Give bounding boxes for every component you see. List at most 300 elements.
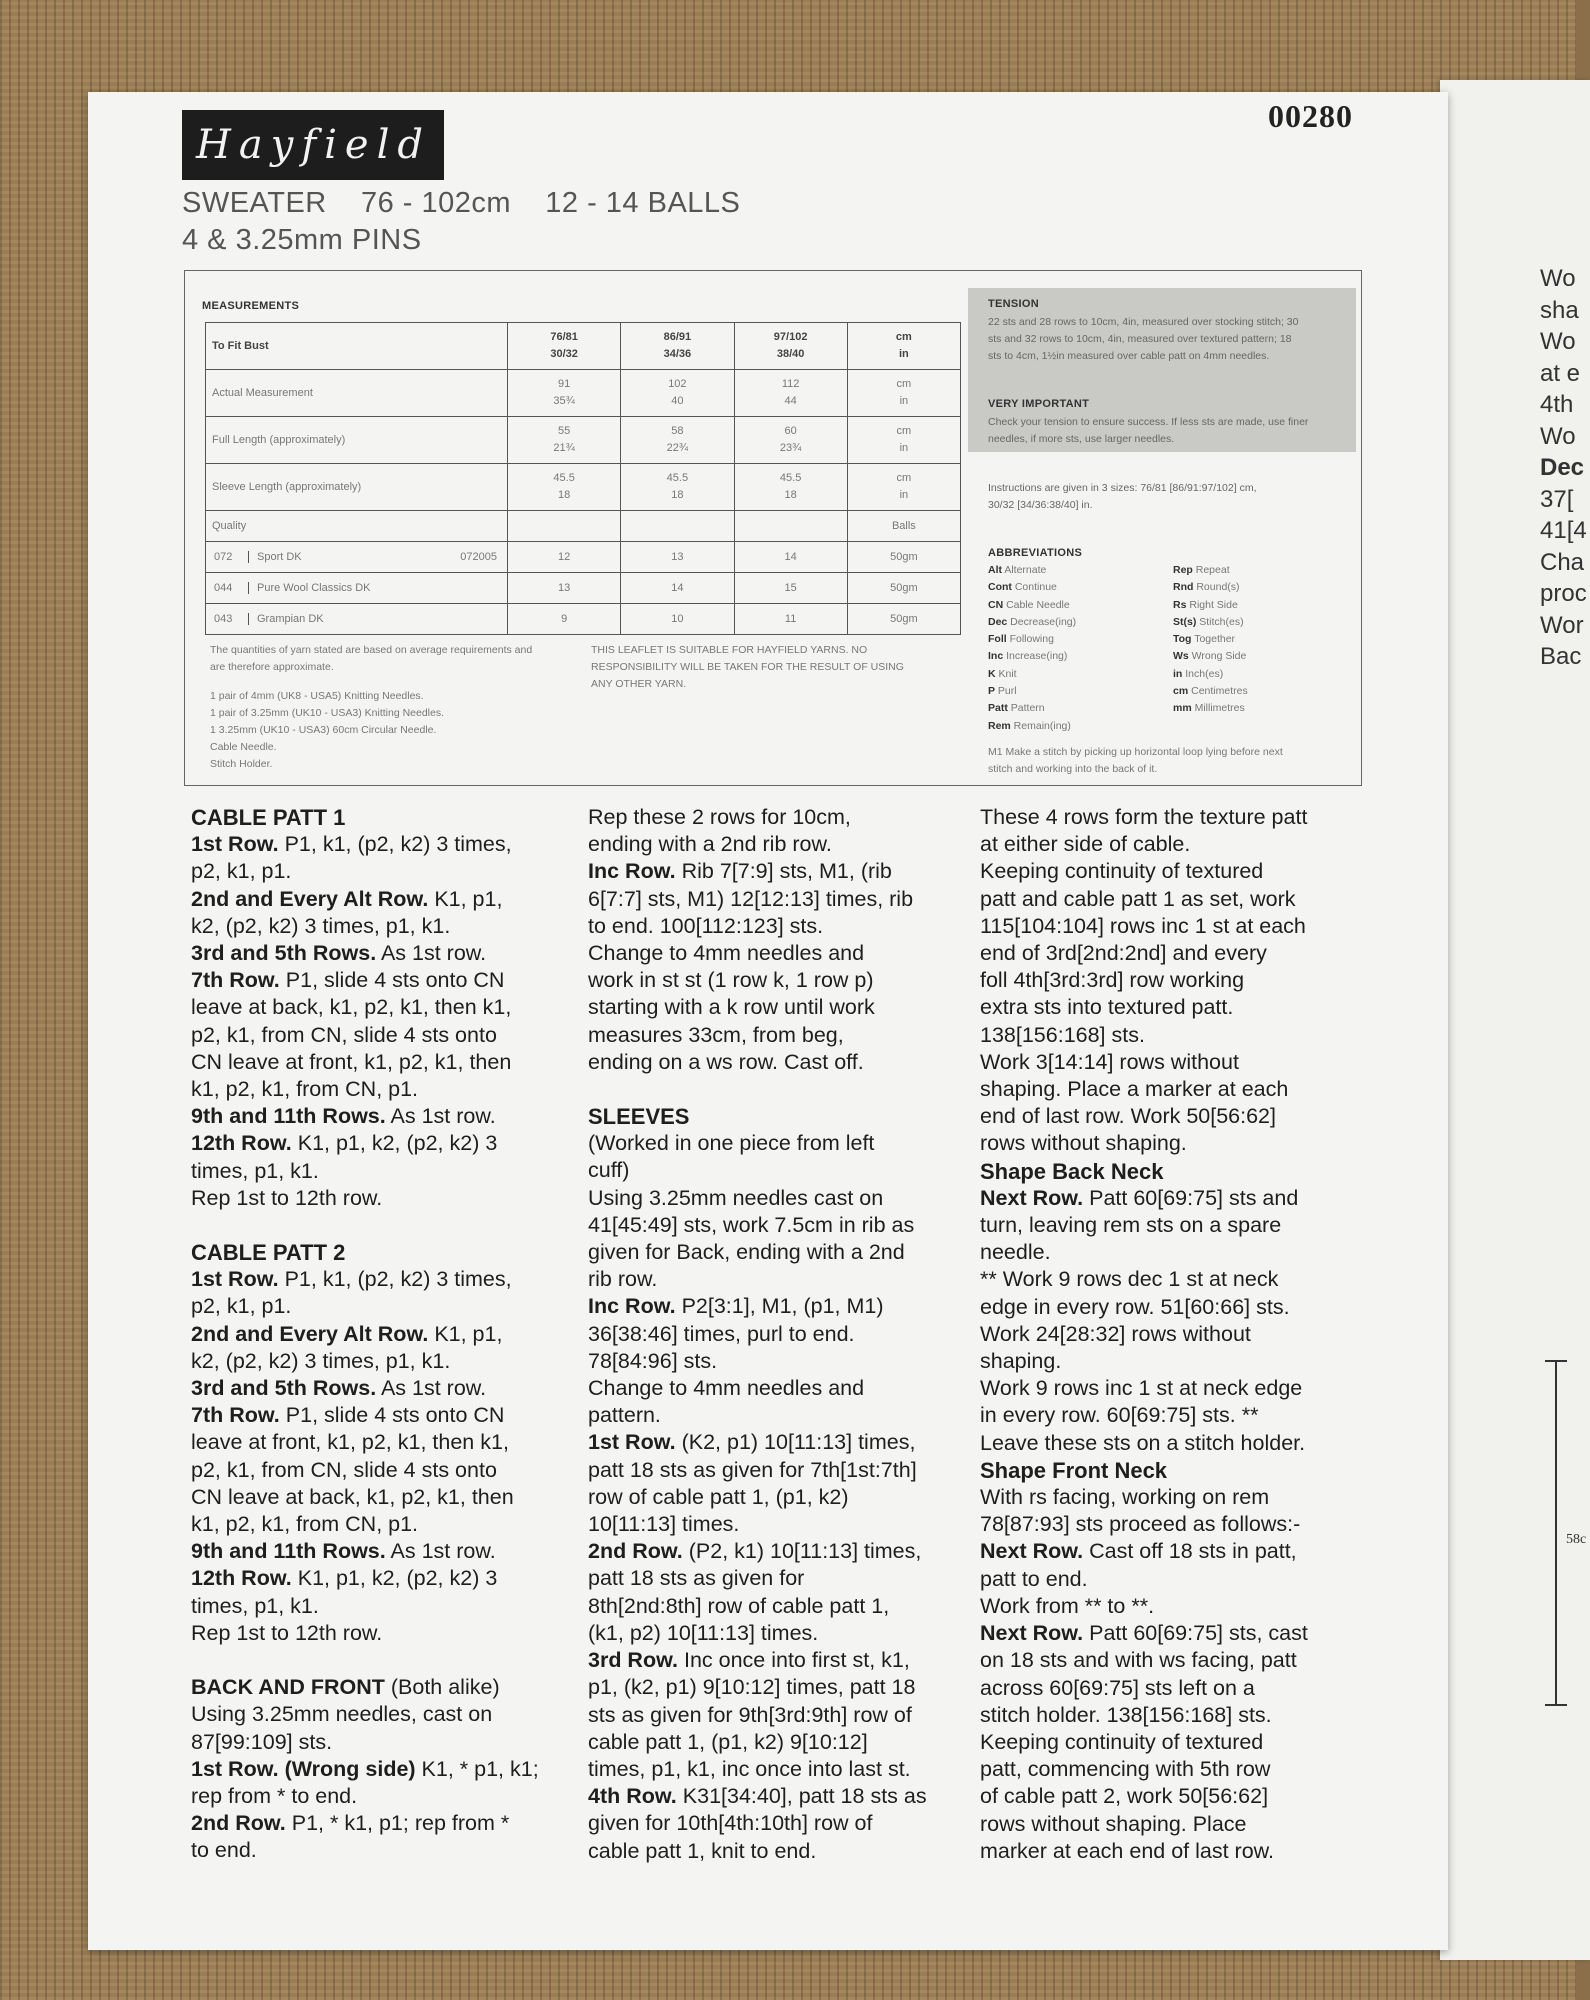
instruction-line: patt 18 sts as given for [588,1566,805,1591]
adjacent-page-text: Wo [1540,265,1576,292]
table-unit: cm in [847,370,960,417]
note-line: RESPONSIBILITY WILL BE TAKEN FOR THE RESULT OF USING [591,661,904,673]
table-header-size: 86/91 34/36 [621,323,734,370]
abbreviations-heading: ABBREVIATIONS [988,547,1083,559]
abbreviation-meaning: Right Side [1186,598,1238,611]
instruction-label: 7th Row. [191,1403,280,1428]
abbreviation-item [988,614,1076,631]
instruction-line: p2, k1, from CN, slide 4 sts onto [191,1022,497,1047]
table-header-size: 76/81 30/32 [508,323,621,370]
needle-item: Stitch Holder. [210,758,273,770]
instruction-line: 10[11:13] times. [588,1512,740,1537]
brand-logo: Hayfield [182,110,444,180]
instruction-line: Work from ** to **. [980,1593,1155,1618]
instruction-line: Keeping continuity of textured [980,859,1264,884]
instruction-line: Change to 4mm needles and [588,1376,865,1401]
instruction-line: 12th Row. K1, p1, k2, (p2, k2) 3 [191,1566,498,1591]
abbreviation-key: Tog [1173,633,1192,646]
table-row-label: Full Length (approximately) [206,417,508,464]
instruction-line: k1, p2, k1, from CN, p1. [191,1077,419,1102]
instruction-line: 41[45:49] sts, work 7.5cm in rib as [588,1212,915,1237]
very-important-line: Check your tension to ensure success. If less sts are made, use finer [988,416,1309,428]
abbreviation-key: cm [1173,685,1189,698]
instruction-label: 9th and 11th Rows. [191,1539,386,1564]
yarn-name [206,573,508,604]
instruction-line: rib row. [588,1267,658,1292]
abbreviation-item [1173,597,1248,614]
needle-item: 1 pair of 3.25mm (UK10 - USA3) Knitting Needles. [210,707,445,719]
instruction-line: ending with a 2nd rib row. [588,832,832,857]
instruction-line: times, p1, k1, inc once into last st. [588,1756,911,1781]
yarn-ref: 072005 [460,551,497,563]
instruction-line: Next Row. Patt 60[69:75] sts and [980,1185,1299,1210]
instruction-line: p2, k1, p1. [191,1294,292,1319]
m1-line: stitch and working into the back of it. [988,763,1158,776]
instruction-line: at either side of cable. [980,832,1191,857]
yarn-suitability-note [591,642,971,693]
abbreviation-item [988,631,1076,648]
adjacent-page-text: 4th [1540,391,1574,418]
instruction-line: Leave these sts on a stitch holder. [980,1430,1306,1455]
adjacent-page-text: proc [1540,580,1587,607]
instruction-line: turn, leaving rem sts on a spare [980,1213,1282,1238]
abbreviation-item [1173,648,1248,665]
abbreviation-key: Alt [988,564,1002,576]
instruction-line: 8th[2nd:8th] row of cable patt 1, [588,1593,890,1618]
abbreviation-key: K [988,667,996,680]
section-heading: Shape Front Neck [980,1457,1168,1483]
abbreviation-meaning: Wrong Side [1188,650,1247,663]
instruction-line: Rep 1st to 12th row. [191,1620,383,1645]
instruction-line: Next Row. Patt 60[69:75] sts, cast [980,1621,1308,1646]
ball-count: 13 [508,573,621,604]
instruction-line: patt, commencing with 5th row [980,1757,1271,1782]
abbreviation-meaning: Increase(ing) [1003,650,1068,663]
instruction-line: k1, p2, k1, from CN, p1. [191,1512,419,1537]
needle-size-title: 4 & 3.25mm PINS [182,224,422,256]
note-line: ANY OTHER YARN. [591,678,687,690]
abbreviation-meaning: Alternate [1002,564,1047,576]
abbreviation-item [1173,614,1248,631]
instruction-line: Inc Row. Rib 7[7:9] sts, M1, (rib [588,859,892,884]
instruction-line: 2nd Row. (P2, k1) 10[11:13] times, [588,1539,922,1564]
abbreviation-key: Rnd [1173,581,1194,594]
abbreviation-meaning: Repeat [1192,564,1230,576]
instruction-label: 1st Row. (Wrong side) [191,1756,416,1781]
instruction-line: Using 3.25mm needles, cast on [191,1702,493,1727]
instruction-line: p2, k1, p1. [191,859,292,884]
adjacent-page-text: Wo [1540,328,1576,355]
ball-count: 9 [508,604,621,635]
very-important-text [988,414,1308,448]
instruction-label: Next Row. [980,1621,1084,1646]
instruction-line: 1st Row. P1, k1, (p2, k2) 3 times, [191,1267,512,1292]
tension-line: sts to 4cm, 1½in measured over cable patt on 4mm needles. [988,350,1270,362]
abbreviation-item [988,597,1076,614]
very-important-line: needles, if more sts, use larger needles. [988,433,1175,445]
instruction-label: 3rd and 5th Rows. [191,1376,377,1401]
abbreviation-key: P [988,685,996,698]
instruction-line: times, p1, k1. [191,1158,319,1183]
abbreviation-item [988,683,1076,700]
yarn-label: Sport DK [257,551,302,563]
instruction-line: Work 24[28:32] rows without [980,1321,1251,1346]
instruction-line: 115[104:104] rows inc 1 st at each [980,913,1306,938]
abbreviation-key: Rep [1173,564,1193,576]
abbreviation-meaning: Centimetres [1188,685,1248,698]
instruction-label: Next Row. [980,1539,1084,1564]
instruction-line: stitch holder. 138[156:168] sts. [980,1702,1272,1727]
yarn-name [206,542,508,573]
instruction-line: Rep 1st to 12th row. [191,1185,383,1210]
instruction-line: rows without shaping. Place [980,1811,1247,1836]
abbreviation-item [1173,631,1248,648]
abbreviation-item [988,718,1076,735]
abbreviation-key: mm [1173,702,1192,715]
adjacent-page-text: Wor [1540,611,1584,639]
instruction-line: extra sts into textured patt. [980,995,1234,1020]
instruction-line: edge in every row. 51[60:66] sts. [980,1294,1290,1319]
table-cell: 55 21¾ [508,417,621,464]
ball-count: 10 [621,604,734,635]
instruction-line: BACK AND FRONT (Both alike) [191,1675,500,1700]
instruction-line: cuff) [588,1158,630,1183]
table-row-label: Sleeve Length (approximately) [206,464,508,511]
abbreviation-meaning: Inch(es) [1182,667,1224,680]
table-cell: 112 44 [734,370,847,417]
abbreviation-meaning: Continue [1011,581,1057,594]
instruction-line: 9th and 11th Rows. As 1st row. [191,1104,496,1129]
instruction-line: These 4 rows form the texture patt [980,805,1308,829]
instruction-label: Inc Row. [588,859,676,884]
tension-text [988,314,1299,365]
instruction-line: row of cable patt 1, (p1, k2) [588,1484,849,1509]
instruction-line: of cable patt 2, work 50[56:62] [980,1784,1269,1809]
instruction-line: Using 3.25mm needles cast on [588,1185,884,1210]
yarn-label: Pure Wool Classics DK [257,582,371,594]
adjacent-page-text: Wo [1540,422,1576,450]
instruction-line: Inc Row. P2[3:1], M1, (p1, M1) [588,1294,884,1319]
m1-definition [988,744,1283,779]
diagram-dimension-line [1555,1360,1557,1705]
instruction-line: Work 9 rows inc 1 st at neck edge [980,1376,1303,1401]
instruction-line: to end. 100[112:123] sts. [588,913,824,938]
instruction-label: BACK AND FRONT [191,1675,385,1700]
instruction-line: Work 3[14:14] rows without [980,1049,1239,1074]
adjacent-page-text: 37[ [1540,485,1574,513]
adjacent-page-text: sha [1540,296,1579,324]
instruction-label: 3rd and 5th Rows. [191,941,377,966]
abbreviation-meaning: Remain(ing) [1010,719,1071,732]
instruction-label: 1st Row. [191,832,279,857]
abbreviation-key: Ws [1173,650,1189,663]
tension-heading: TENSION [988,298,1039,310]
instruction-line: 1st Row. (K2, p1) 10[11:13] times, [588,1430,916,1455]
abbreviation-meaning: Pattern [1007,702,1045,715]
ball-count: 14 [734,542,847,573]
instruction-line: rep from * to end. [191,1783,358,1808]
quality-label: Quality [206,511,508,542]
instruction-line: 3rd and 5th Rows. As 1st row. [191,1376,487,1401]
table-cell: 45.5 18 [621,464,734,511]
paragraph-gap [191,1212,539,1239]
needle-item: Cable Needle. [210,741,277,753]
abbreviation-item [988,700,1076,717]
instruction-line: leave at front, k1, p2, k1, then k1, [191,1430,509,1455]
instruction-line: cable patt 1, (p1, k2) 9[10:12] [588,1729,868,1754]
instruction-line: With rs facing, working on rem [980,1485,1270,1510]
table-header-label: To Fit Bust [206,323,508,370]
table-cell [508,511,621,542]
adjacent-page-text: Dec [1540,454,1585,481]
needles-list [210,688,610,773]
yarn-quantity-note [210,642,610,676]
abbreviation-meaning: Cable Needle [1003,598,1070,611]
needle-item: 1 pair of 4mm (UK8 - USA5) Knitting Needles. [210,690,424,702]
abbreviation-key: Patt [988,702,1008,715]
instruction-line: Keeping continuity of textured [980,1729,1264,1754]
instruction-line: work in st st (1 row k, 1 row p) [588,968,874,993]
instruction-line: CN leave at front, k1, p2, k1, then [191,1049,512,1074]
abbreviation-key: Dec [988,615,1008,628]
ball-count: 15 [734,573,847,604]
abbreviation-item [1173,666,1248,683]
instruction-label: Next Row. [980,1185,1084,1210]
adjacent-page-text: at e [1540,359,1581,387]
abbreviation-key: Inc [988,650,1004,663]
garment-title: SWEATER 76 - 102cm 12 - 14 BALLS [182,187,741,219]
instruction-line: patt and cable patt 1 as set, work [980,886,1296,911]
abbreviation-meaning: Together [1191,633,1236,646]
instruction-line: leave at back, k1, p2, k1, then k1, [191,995,512,1020]
instruction-line: 4th Row. K31[34:40], patt 18 sts as [588,1784,927,1809]
instruction-line: Next Row. Cast off 18 sts in patt, [980,1539,1297,1564]
instruction-line: rows without shaping. [980,1131,1187,1156]
instruction-line: Rep these 2 rows for 10cm, [588,805,851,829]
very-important-heading: VERY IMPORTANT [988,398,1090,410]
diagram-tick-bottom [1545,1704,1567,1706]
instruction-line: k2, (p2, k2) 3 times, p1, k1. [191,913,451,938]
table-row-label: Actual Measurement [206,370,508,417]
instruction-line: to end. [191,1838,257,1863]
abbreviation-meaning: Purl [995,685,1017,698]
abbreviation-key: Foll [988,633,1007,646]
abbreviations-left [988,562,1076,735]
instruction-label: 9th and 11th Rows. [191,1104,386,1129]
instruction-line: given for 10th[4th:10th] row of [588,1811,873,1836]
instruction-line: (k1, p2) 10[11:13] times. [588,1620,819,1645]
instruction-line: (Worked in one piece from left [588,1131,875,1156]
abbreviation-item [988,666,1076,683]
abbreviation-item [988,648,1076,665]
instruction-line: end of 3rd[2nd:2nd] and every [980,941,1267,966]
yarn-code: 043 [206,613,249,625]
m1-line: M1 Make a stitch by picking up horizontal loop lying before next [988,746,1283,758]
instruction-line: 1st Row. P1, k1, (p2, k2) 3 times, [191,832,512,857]
instruction-line: foll 4th[3rd:3rd] row working [980,968,1245,993]
table-cell [734,511,847,542]
column-back-sleeves [588,804,927,1865]
table-unit: cm in [847,417,960,464]
abbreviation-key: CN [988,598,1004,611]
abbreviations-right [1173,562,1248,718]
instruction-line: CN leave at back, k1, p2, k1, then [191,1484,514,1509]
instruction-line: ** Work 9 rows dec 1 st at neck [980,1267,1279,1292]
abbreviation-meaning: Round(s) [1193,581,1240,594]
yarn-code: 044 [206,582,249,594]
instruction-line: sts as given for 9th[3rd:9th] row of [588,1702,912,1727]
table-cell: 45.5 18 [508,464,621,511]
adjacent-page-text: 41[4 [1540,517,1587,544]
instruction-line: 3rd Row. Inc once into first st, k1, [588,1648,910,1673]
instruction-line: cable patt 1, knit to end. [588,1838,817,1863]
abbreviation-key: Rs [1173,598,1187,611]
yarn-code: 072 [206,551,249,563]
instruction-line: shaping. [980,1349,1062,1374]
instruction-line: 1st Row. (Wrong side) K1, * p1, k1; [191,1756,539,1781]
abbreviation-key: in [1173,667,1183,680]
abbreviation-item [1173,579,1248,596]
section-heading: CABLE PATT 2 [191,1240,346,1266]
ball-weight: 50gm [847,604,960,635]
instruction-label: 2nd Row. [588,1539,683,1564]
instruction-line: 12th Row. K1, p1, k2, (p2, k2) 3 [191,1131,498,1156]
instruction-line: p2, k1, from CN, slide 4 sts onto [191,1457,497,1482]
table-unit: cm in [847,464,960,511]
instruction-label: Inc Row. [588,1294,676,1319]
abbreviation-key: St(s) [1173,615,1197,628]
instruction-line: patt to end. [980,1566,1088,1591]
instruction-line: shaping. Place a marker at each [980,1077,1289,1102]
abbreviation-item [1173,562,1248,579]
note-line: are therefore approximate. [210,661,334,673]
instruction-line: 78[84:96] sts. [588,1348,718,1373]
instruction-line: across 60[69:75] sts left on a [980,1675,1255,1700]
instruction-label: 3rd Row. [588,1648,678,1673]
column-cable-patterns [191,804,539,1865]
instruction-line: 36[38:46] times, purl to end. [588,1321,855,1346]
instruction-label: 2nd and Every Alt Row. [191,1321,429,1346]
adjacent-page [1440,80,1590,1960]
diagram-length-label: 58c [1566,1532,1587,1547]
section-heading: SLEEVES [588,1104,690,1130]
leaflet-code: 00280 [1268,98,1353,134]
table-cell: 45.5 18 [734,464,847,511]
instruction-line: given for Back, ending with a 2nd [588,1240,905,1265]
instruction-line: Change to 4mm needles and [588,941,865,966]
paragraph-gap [191,1647,539,1674]
section-heading: CABLE PATT 1 [191,805,346,830]
table-cell: 91 35¾ [508,370,621,417]
sizes-line: Instructions are given in 3 sizes: 76/81 [86/91:97/102] cm, [988,482,1257,494]
instruction-line: 9th and 11th Rows. As 1st row. [191,1539,496,1564]
tension-line: sts and 32 rows to 10cm, 4in, measured over textured pattern; 18 [988,333,1292,345]
yarn-label: Grampian DK [257,613,324,625]
instruction-line: 87[99:109] sts. [191,1729,333,1754]
column-shaping [980,804,1308,1865]
sizes-note [988,480,1257,514]
abbreviation-item [1173,683,1248,700]
abbreviation-key: Cont [988,581,1012,594]
instruction-label: 2nd Row. [191,1811,286,1836]
instruction-line: 78[87:93] sts proceed as follows:- [980,1512,1301,1537]
abbreviation-item [988,562,1076,579]
instruction-label: 1st Row. [588,1430,676,1455]
ball-count: 11 [734,604,847,635]
instruction-line: p1, (k2, p1) 9[10:12] times, patt 18 [588,1675,916,1700]
instruction-label: 12th Row. [191,1566,292,1591]
yarn-name [206,604,508,635]
abbreviation-meaning: Knit [995,667,1017,680]
instruction-line: patt 18 sts as given for 7th[1st:7th] [588,1457,917,1482]
table-cell: 60 23¾ [734,417,847,464]
instruction-line: 138[156:168] sts. [980,1022,1145,1047]
instruction-label: 1st Row. [191,1267,279,1292]
table-cell: 58 22¾ [621,417,734,464]
measurements-heading: MEASUREMENTS [202,300,300,312]
table-cell [621,511,734,542]
note-line: The quantities of yarn stated are based on average requirements and [210,644,533,656]
ball-count: 14 [621,573,734,604]
table-header-size: 97/102 38/40 [734,323,847,370]
instruction-label: 2nd and Every Alt Row. [191,886,429,911]
instruction-line: on 18 sts and with ws facing, patt [980,1648,1297,1673]
instruction-line: needle. [980,1240,1051,1265]
instruction-line: in every row. 60[69:75] sts. ** [980,1403,1259,1428]
tension-line: 22 sts and 28 rows to 10cm, 4in, measured over stocking stitch; 30 [988,316,1299,328]
abbreviation-meaning: Stitch(es) [1196,615,1244,628]
instruction-line: marker at each end of last row. [980,1838,1274,1863]
pattern-leaflet-page [88,92,1448,1950]
ball-weight: 50gm [847,542,960,573]
ball-count: 13 [621,542,734,573]
adjacent-page-text: Bac [1540,643,1582,670]
instruction-line: ending on a ws row. Cast off. [588,1049,864,1074]
instruction-line: measures 33cm, from beg, [588,1022,844,1047]
abbreviation-meaning: Decrease(ing) [1007,615,1077,628]
needle-item: 1 3.25mm (UK10 - USA3) 60cm Circular Needle. [210,724,437,736]
instruction-line: 2nd and Every Alt Row. K1, p1, [191,886,503,911]
note-line: THIS LEAFLET IS SUITABLE FOR HAYFIELD YARNS. NO [591,644,868,656]
abbreviation-item [1173,700,1248,717]
instruction-label: 4th Row. [588,1784,677,1809]
ball-count: 12 [508,542,621,573]
abbreviation-item [988,579,1076,596]
measurements-table [205,322,961,635]
adjacent-page-text: Cha [1540,548,1585,576]
instruction-label: 7th Row. [191,968,280,993]
section-heading: Shape Back Neck [980,1158,1164,1184]
abbreviation-key: Rem [988,719,1011,732]
instruction-line: 2nd and Every Alt Row. K1, p1, [191,1321,503,1346]
instruction-line: pattern. [588,1403,661,1428]
sizes-line: 30/32 [34/36:38/40] in. [988,499,1093,511]
instruction-line: 2nd Row. P1, * k1, p1; rep from * [191,1811,510,1836]
instruction-line: 7th Row. P1, slide 4 sts onto CN [191,1403,505,1428]
table-cell: 102 40 [621,370,734,417]
instruction-line: starting with a k row until work [588,995,875,1020]
instruction-line: 7th Row. P1, slide 4 sts onto CN [191,968,505,993]
instruction-line: times, p1, k1. [191,1593,319,1618]
diagram-tick-top [1545,1360,1567,1362]
table-header-size: cm in [847,323,960,370]
instruction-line: k2, (p2, k2) 3 times, p1, k1. [191,1348,451,1373]
instruction-line: 3rd and 5th Rows. As 1st row. [191,941,487,966]
paragraph-gap [588,1076,927,1103]
quality-unit: Balls [847,511,960,542]
instruction-line: 6[7:7] sts, M1) 12[12:13] times, rib [588,886,914,911]
instruction-line: end of last row. Work 50[56:62] [980,1104,1276,1129]
